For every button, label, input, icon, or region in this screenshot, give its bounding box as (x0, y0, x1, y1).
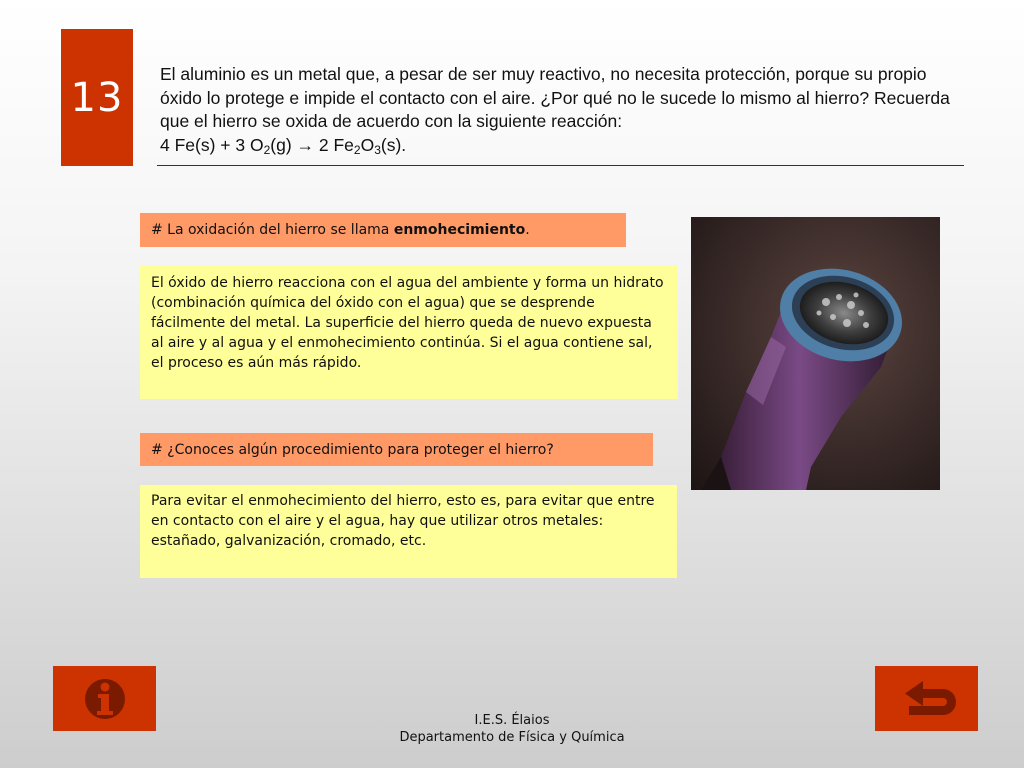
hydrate-explanation-box: El óxido de hierro reacciona con el agua del ambiente y forma un hidrato (combinación química del óxido con el agua) que se desprende fácilmente del metal. La superficie del hierro queda de nuevo expuesta al aire y al agua y el enmohecimiento continúa. Si el agua contiene sal, el proceso es aún más rápido. (140, 265, 678, 399)
arrow-icon: → (296, 134, 315, 155)
info-icon (83, 675, 127, 723)
back-button[interactable] (875, 666, 978, 731)
return-arrow-icon (897, 677, 957, 721)
question-body: El aluminio es un metal que, a pesar de ser muy reactivo, no necesita protección, porque su propio óxido lo protege e impide el contacto con el aire. ¿Por qué no le sucede lo mismo al hierro? Recuerda que el hierro se oxida de acuerdo con la siguiente reacción: (160, 64, 950, 131)
info-button[interactable] (53, 666, 156, 731)
rusted-pipe-photo (691, 217, 940, 490)
keyword-enmohecimiento: enmohecimiento (393, 222, 526, 238)
divider-line (157, 165, 964, 167)
question-text (160, 63, 960, 157)
protection-answer-box: Para evitar el enmohecimiento del hierro, esto es, para evitar que entre en contacto con el aire y el agua, hay que utilizar otros metales: estañado, galvanización, cromado, etc. (140, 485, 677, 578)
protection-question-box: # ¿Conoces algún procedimiento para proteger el hierro? (140, 433, 653, 466)
slide-number: 13 (61, 29, 133, 166)
chemical-reaction: 4 Fe(s) + 3 $O_2(g) \to 2$ $Fe_2O_3(s)$. (160, 134, 407, 157)
oxidation-name-box: # La oxidación del hierro se llama enmohecimiento. (140, 213, 626, 247)
footer-department: Departamento de Física y Química (399, 730, 625, 745)
footer (330, 712, 694, 746)
footer-school: I.E.S. Élaios (474, 713, 550, 728)
